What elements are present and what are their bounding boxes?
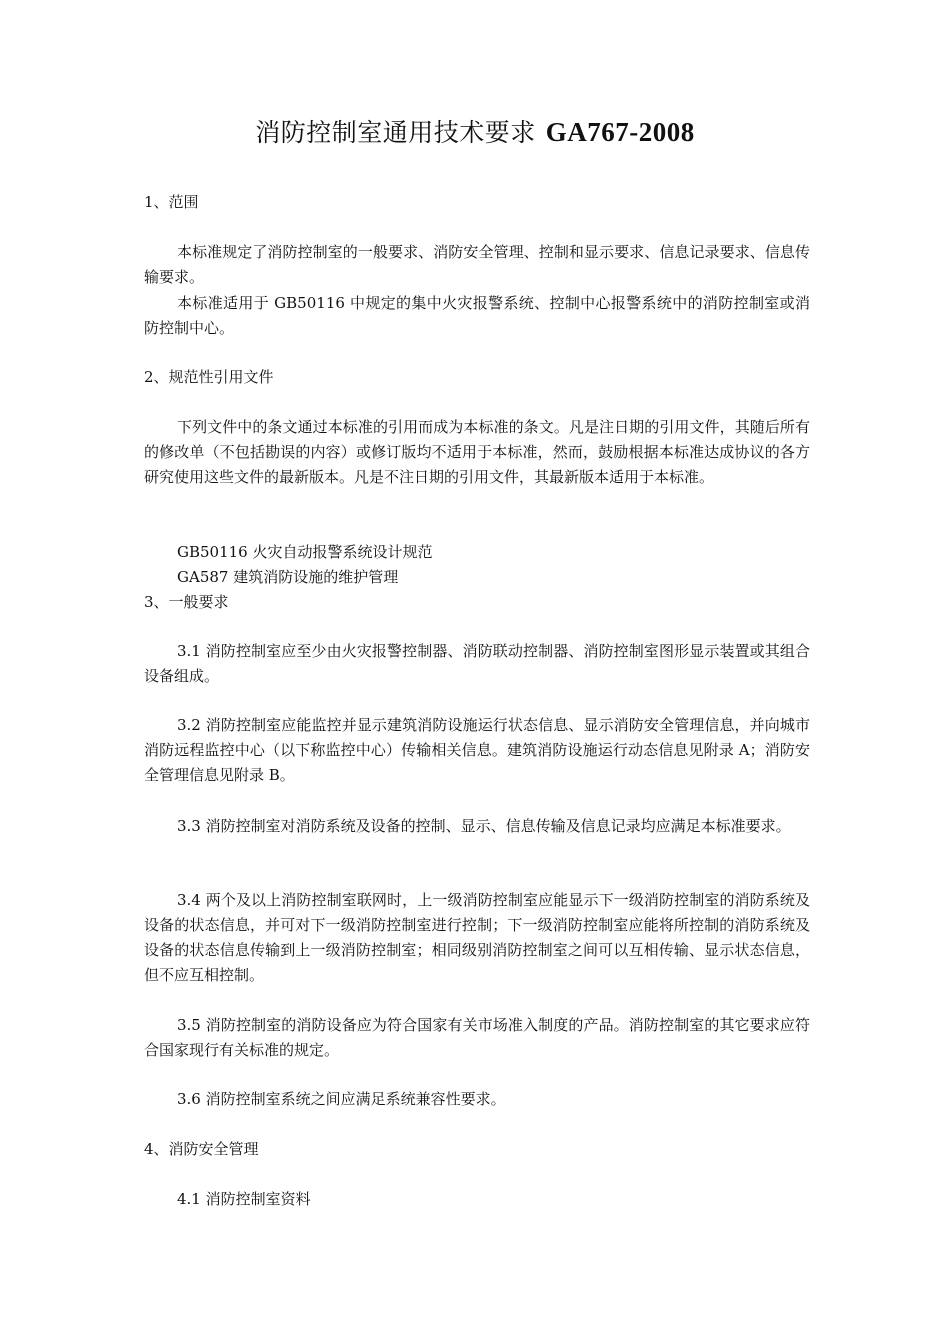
title-text: 消防控制室通用技术要求 xyxy=(255,118,536,147)
clause-3-5: 3.5 消防控制室的消防设备应为符合国家有关市场准入制度的产品。消防控制室的其它要求应符合国家现行有关标准的规定。 xyxy=(144,1016,810,1059)
section-1-heading: 1、范围 xyxy=(144,193,199,211)
reference-ga587: GA587 建筑消防设施的维护管理 xyxy=(177,568,399,586)
clause-3-2: 3.2 消防控制室应能监控并显示建筑消防设施运行状态信息、显示消防安全管理信息，并向城市消防远程监控中心（以下称监控中心）传输相关信息。建筑消防设施运行动态信息见附录 A；消防安全管理信息见附录 B。 xyxy=(144,716,810,784)
section-1-paragraph-1: 本标准规定了消防控制室的一般要求、消防安全管理、控制和显示要求、信息记录要求、信息传输要求。 xyxy=(144,243,810,286)
section-3-heading: 3、一般要求 xyxy=(144,593,229,611)
clause-3-6: 3.6 消防控制室系统之间应满足系统兼容性要求。 xyxy=(177,1090,506,1108)
page-title xyxy=(0,112,950,153)
clause-3-1: 3.1 消防控制室应至少由火灾报警控制器、消防联动控制器、消防控制室图形显示装置或其组合设备组成。 xyxy=(144,642,810,685)
clause-3-3: 3.3 消防控制室对消防系统及设备的控制、显示、信息传输及信息记录均应满足本标准要求。 xyxy=(177,817,791,835)
section-4-heading: 4、消防安全管理 xyxy=(144,1140,259,1158)
section-2-heading: 2、规范性引用文件 xyxy=(144,368,274,386)
clause-4-1: 4.1 消防控制室资料 xyxy=(177,1190,311,1208)
clause-3-4: 3.4 两个及以上消防控制室联网时，上一级消防控制室应能显示下一级消防控制室的消防系统及设备的状态信息，并可对下一级消防控制室进行控制；下一级消防控制室应能将所控制的消防系统及设备的状态信息传输到上一级消防控制室；相同级别消防控制室之间可以互相传输、显示状态信息，但不应互相控制。 xyxy=(144,891,810,984)
section-1-paragraph-2: 本标准适用于 GB50116 中规定的集中火灾报警系统、控制中心报警系统中的消防控制室或消防控制中心。 xyxy=(144,294,810,337)
reference-gb50116: GB50116 火灾自动报警系统设计规范 xyxy=(177,543,433,561)
section-2-paragraph-1: 下列文件中的条文通过本标准的引用而成为本标准的条文。凡是注日期的引用文件，其随后所有的修改单（不包括勘误的内容）或修订版均不适用于本标准，然而，鼓励根据本标准达成协议的各方研究使用这些文件的最新版本。凡是不注日期的引用文件，其最新版本适用于本标准。 xyxy=(144,418,810,486)
standard-code: GA767-2008 xyxy=(545,117,695,147)
